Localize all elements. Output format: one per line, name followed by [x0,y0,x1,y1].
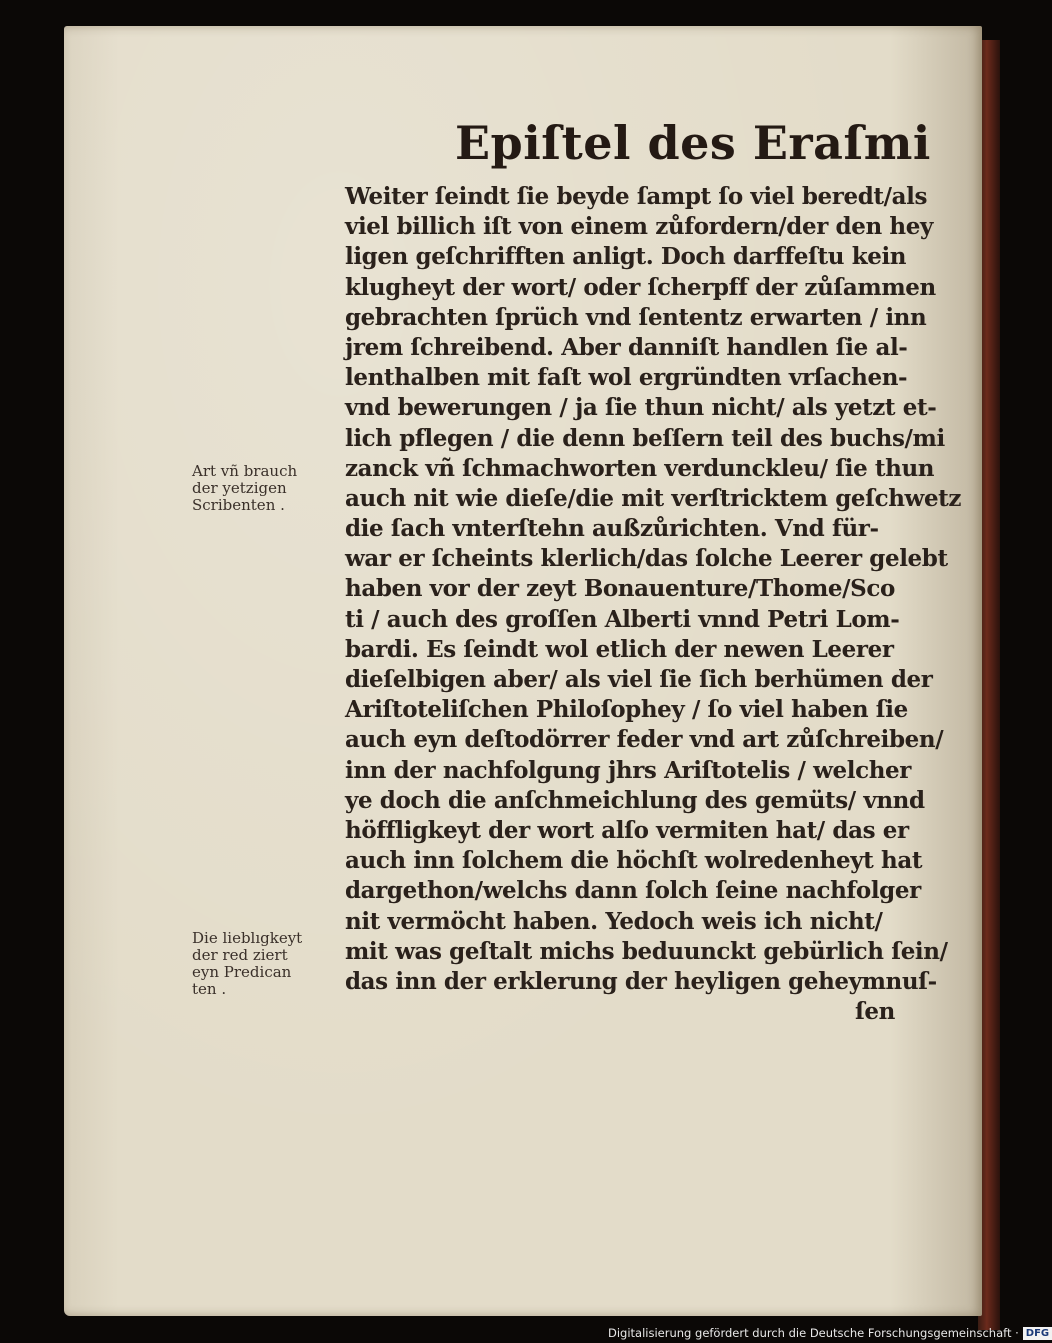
digitization-footer [608,1324,1050,1342]
margin-note-line: der yetzigen [192,479,287,497]
text-line: mit was geſtalt michs beduunckt gebürlich ſein/ [345,937,948,965]
dfg-logo: DFG [1023,1327,1052,1340]
text-line: klugheyt der wort/ oder ſcherpff der zůſammen [345,273,936,301]
text-line: viel billich iſt von einem zůfordern/der den hey [345,213,933,241]
margin-note-1 [192,463,342,514]
text-line: ye doch die anſchmeichlung des gemüts/ vnnd [345,786,925,814]
margin-note-line: eyn Predican [192,963,292,981]
text-line: dieſelbigen aber/ als viel ſie ſich berhümen der [345,666,933,693]
text-line: inn der nachfolgung jhrs Ariſtotelis / welcher [345,756,911,784]
margin-note-line: Scribenten . [192,496,285,514]
margin-note-line: Art vñ brauch [192,462,298,480]
text-line: bardi. Es ſeindt wol etlich der newen Leerer [345,635,894,663]
text-line: lich pflegen / die denn beſſern teil des buchs/mi [345,424,945,452]
margin-note-line: der red ziert [192,946,288,964]
footer-text: Digitalisierung gefördert durch die Deutsche Forschungsgemeinschaft · [608,1326,1019,1340]
text-line: Weiter ſeindt ſie beyde ſampt ſo viel beredt/als [345,183,928,210]
text-line: auch inn ſolchem die höchſt wolredenheyt hat [345,847,923,875]
text-line: zanck vñ ſchmachworten verdunckleu/ ſie thun [345,454,935,482]
text-line: das inn der erklerung der heyligen geheymnuſ- [345,967,937,995]
text-line: lenthalben mit faſt wol ergründten vrſachen- [345,364,908,392]
text-line: höffligkeyt der wort alſo vermiten hat/ das er [345,816,909,844]
text-line: ſen [854,998,895,1026]
text-line: auch eyn deſtodörrer feder vnd art zůſchreiben/ [345,726,944,754]
text-line: ligen geſchrifften anligt. Doch darffeſtu kein [345,243,907,271]
text-line: die ſach vnterſtehn außzůrichten. Vnd für- [345,515,879,543]
text-line: nit vermöcht haben. Yedoch weis ich nicht/ [345,907,883,935]
page-heading: Epiſtel des Eraſmi [455,116,931,170]
text-line: haben vor der zeyt Bonauenture/Thome/Sco [345,575,895,603]
text-line: vnd bewerungen / ja ſie thun nicht/ als yetzt et- [345,394,937,422]
margin-note-line: ten . [192,980,227,998]
text-line: ti / auch des groſſen Alberti vnnd Petri Lom- [345,605,900,633]
margin-note-2 [192,930,342,998]
body-text-block [345,182,962,1027]
text-line: gebrachten ſprüch vnd ſententz erwarten / inn [345,303,927,331]
text-line: Ariſtoteliſchen Philoſophey / ſo viel haben ſie [345,696,908,724]
text-line: jrem ſchreibend. Aber danniſt handlen ſie al- [345,333,908,361]
text-line: auch nit wie dieſe/die mit verſtricktem geſchwetz [345,484,962,512]
text-line: dargethon/welchs dann ſolch ſeine nachfolger [345,877,921,905]
margin-note-line: Die lieblıgkeyt [192,929,303,947]
text-line: war er ſcheints klerlich/das ſolche Leerer gelebt [345,545,948,573]
